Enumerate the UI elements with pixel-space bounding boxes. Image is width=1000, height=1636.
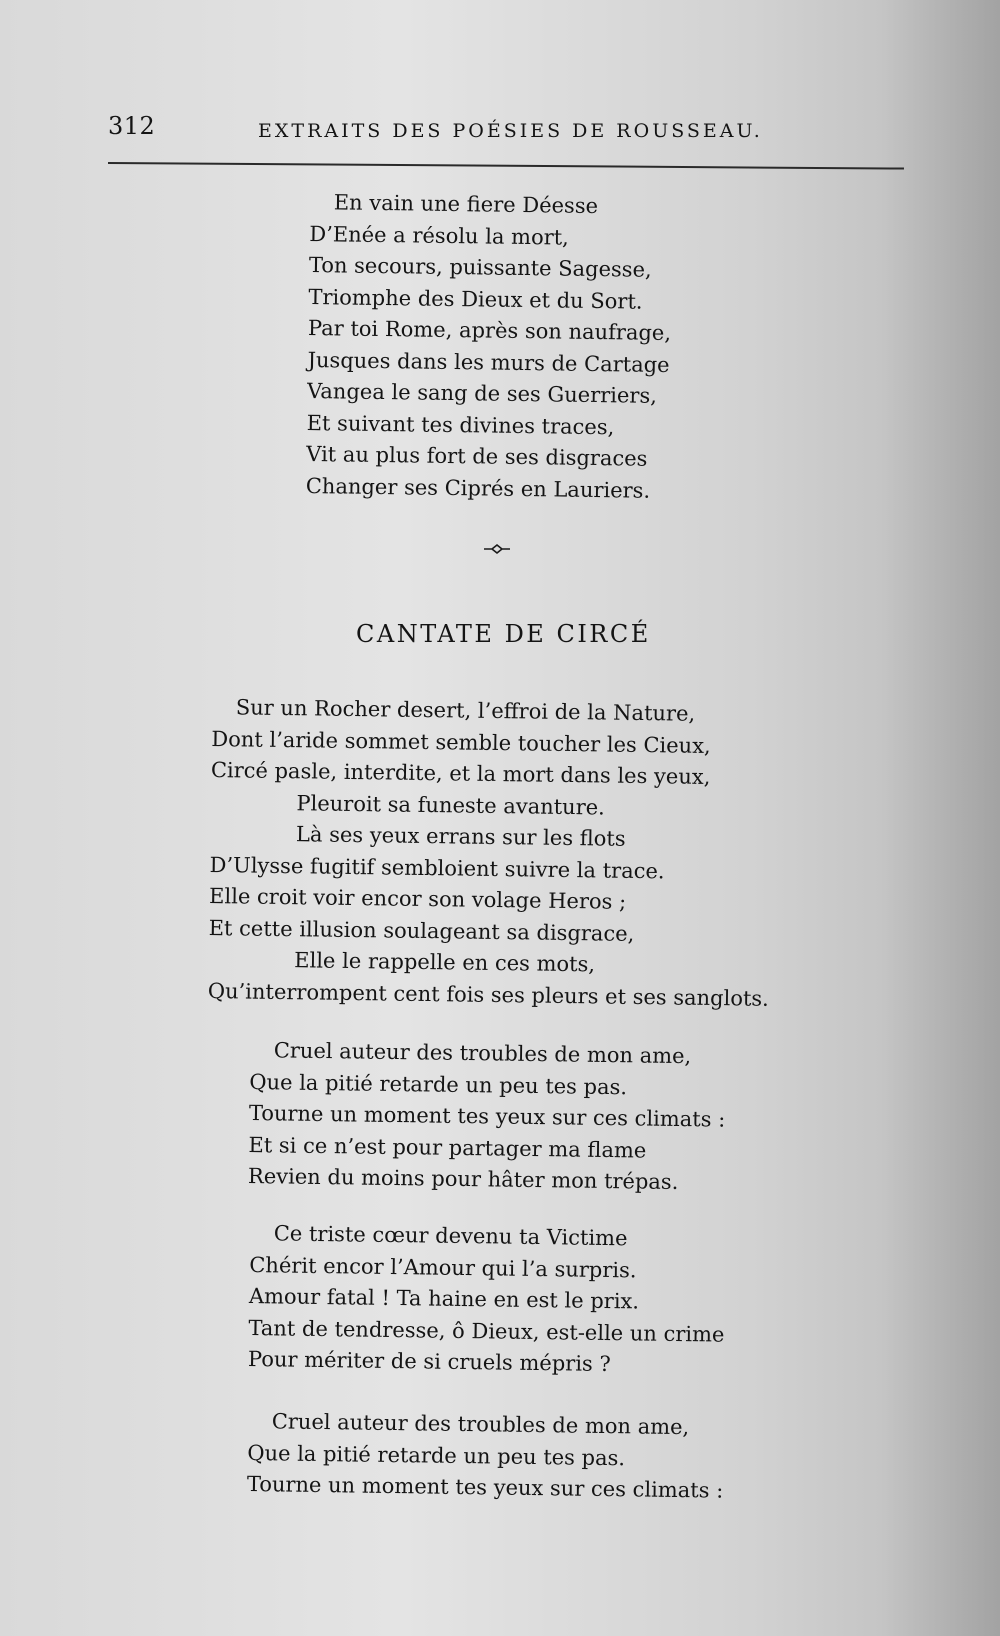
verse-line: Vit au plus fort de ses disgraces [306, 441, 648, 471]
verse-line: Elle croit voir encor son volage Heros ; [208, 883, 627, 914]
verse-line: Et si ce n’est pour partager ma flame [248, 1132, 647, 1163]
header-rule [108, 162, 904, 170]
verse-line: Tant de tendresse, ô Dieux, est-elle un crime [248, 1315, 725, 1347]
air-3 [247, 1406, 725, 1507]
page-shadow [880, 0, 1000, 1636]
verse-line: Changer ses Ciprés en Lauriers. [305, 473, 651, 503]
verse-line: D’Enée a résolu la mort, [309, 221, 570, 250]
verse-line: Elle le rappelle en ces mots, [294, 948, 596, 977]
air-2 [248, 1218, 726, 1382]
verse-line: Tourne un moment tes yeux sur ces climats : [246, 1471, 724, 1503]
air-1 [248, 1035, 727, 1199]
verse-line: Qu’interrompent cent fois ses pleurs et ses sanglots. [207, 978, 770, 1011]
verse-line: Vangea le sang de ses Guerriers, [306, 378, 658, 408]
verse-line: Triomphe des Dieux et du Sort. [308, 284, 643, 314]
verse-line: Revien du moins pour hâter mon trépas. [247, 1163, 679, 1194]
recitative [208, 692, 773, 1015]
verse-line: Là ses yeux errans sur les flots [295, 822, 626, 851]
stanza-1 [306, 187, 673, 507]
verse-line: Et cette illusion soulageant sa disgrace, [208, 915, 635, 946]
verse-line: Cruel auteur des troubles de mon ame, [273, 1038, 692, 1069]
verse-line: Ton secours, puissante Sagesse, [308, 252, 652, 282]
verse-line: Et suivant tes divines traces, [306, 410, 615, 439]
verse-line: Chérit encor l’Amour qui l’a surpris. [249, 1252, 637, 1282]
page-header [108, 108, 908, 148]
verse-line: Circé pasle, interdite, et la mort dans les yeux, [210, 757, 711, 789]
verse-line: Amour fatal ! Ta haine en est le prix. [248, 1283, 640, 1314]
verse-line: Que la pitié retarde un peu tes pas. [247, 1440, 626, 1470]
verse-line: Par toi Rome, après son naufrage, [307, 315, 672, 346]
section-ornament [482, 543, 512, 555]
section-title: CANTATE DE CIRCÉ [356, 620, 651, 648]
verse-line: Dont l’aride sommet semble toucher les Cieux, [211, 726, 711, 758]
verse-line: Cruel auteur des troubles de mon ame, [271, 1409, 690, 1440]
running-head: EXTRAITS DES POÉSIES DE ROUSSEAU. [258, 120, 763, 142]
verse-line: Tourne un moment tes yeux sur ces climats : [248, 1100, 726, 1132]
verse-line: Ce triste cœur devenu ta Victime [273, 1221, 628, 1251]
verse-line: Pleuroit sa funeste avanture. [296, 790, 605, 819]
verse-line: Jusques dans les murs de Cartage [307, 347, 670, 377]
verse-line: Sur un Rocher desert, l’effroi de la Nature, [235, 695, 696, 726]
verse-line: En vain une fiere Déesse [333, 190, 599, 219]
page-number: 312 [108, 112, 156, 140]
verse-line: D’Ulysse fugitif sembloient suivre la trace. [209, 852, 665, 883]
verse-line: Pour mériter de si cruels mépris ? [247, 1346, 611, 1377]
verse-line: Que la pitié retarde un peu tes pas. [249, 1069, 628, 1099]
